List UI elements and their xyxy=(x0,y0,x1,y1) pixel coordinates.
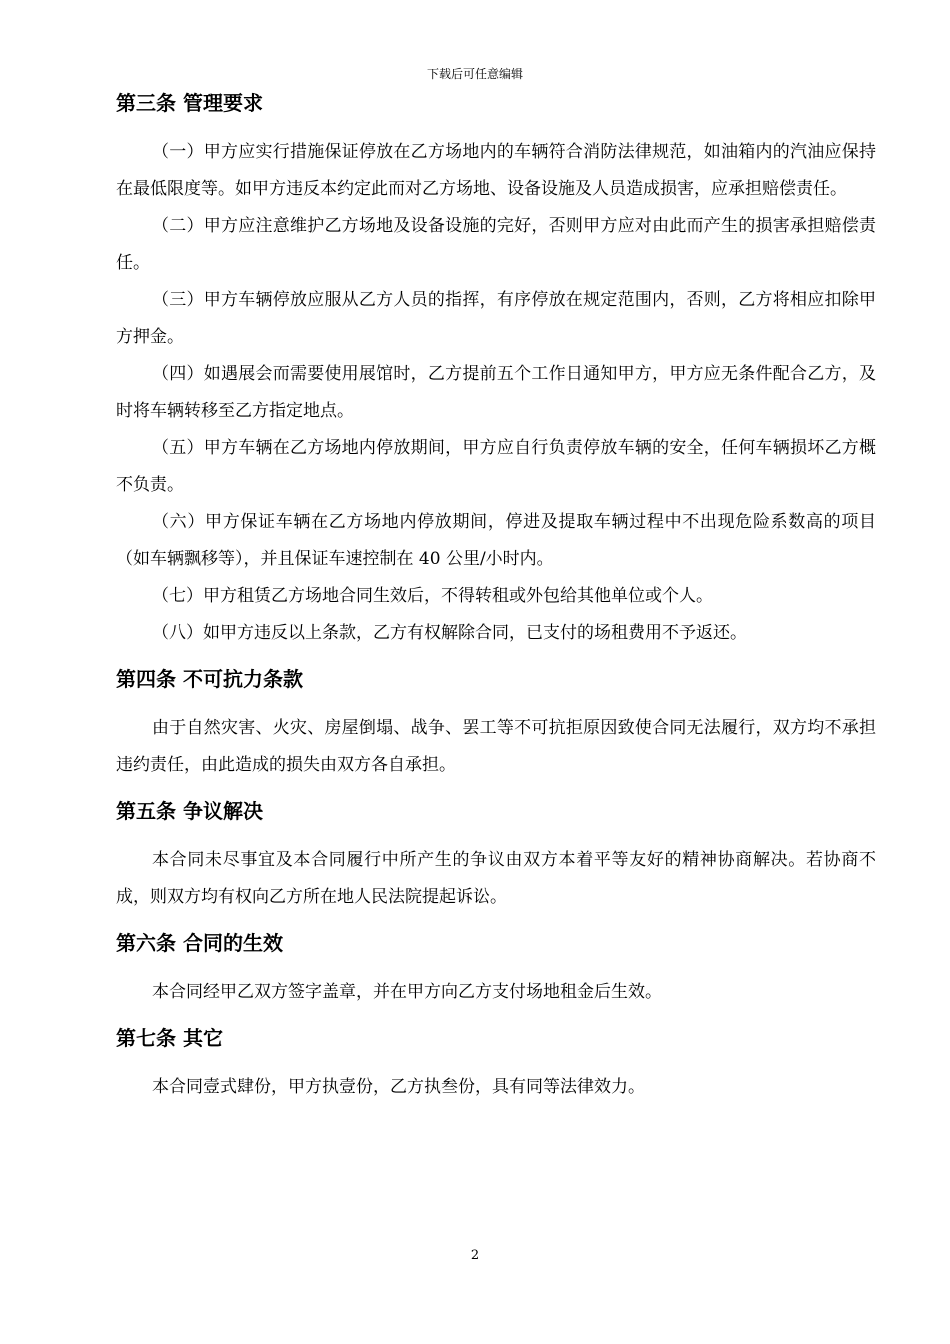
paragraph: 本合同壹式肆份，甲方执壹份，乙方执叁份，具有同等法律效力。 xyxy=(152,1077,645,1097)
paragraph: （一）甲方应实行措施保证停放在乙方场地内的车辆符合消防法律规范，如油箱内的汽油应保持在最低限度等。如甲方违反本约定此而对乙方场地、设备设施及人员造成损害，应承担赔偿责任。 xyxy=(116,142,876,199)
section-body xyxy=(116,1069,876,1106)
paragraph: 由于自然灾害、火灾、房屋倒塌、战争、罢工等不可抗拒原因致使合同无法履行，双方均不承担违约责任，由此造成的损失由双方各自承担。 xyxy=(116,718,876,775)
paragraph: （二）甲方应注意维护乙方场地及设备设施的完好，否则甲方应对由此而产生的损害承担赔偿责任。 xyxy=(116,216,876,273)
section-heading: 第五条 争议解决 xyxy=(116,799,263,823)
section-body xyxy=(116,974,876,1011)
paragraph: 本合同未尽事宜及本合同履行中所产生的争议由双方本着平等友好的精神协商解决。若协商不成，则双方均有权向乙方所在地人民法院提起诉讼。 xyxy=(116,850,876,907)
section-article-5 xyxy=(116,794,876,916)
paragraph: （八）如甲方违反以上条款，乙方有权解除合同，已支付的场租费用不予返还。 xyxy=(152,623,747,643)
page-number: 2 xyxy=(470,1248,480,1263)
section-body xyxy=(116,134,876,652)
paragraph: （三）甲方车辆停放应服从乙方人员的指挥，有序停放在规定范围内，否则，乙方将相应扣除甲方押金。 xyxy=(116,290,876,347)
section-article-3 xyxy=(116,86,876,652)
section-heading: 第四条 不可抗力条款 xyxy=(116,667,303,691)
section-heading: 第七条 其它 xyxy=(116,1026,223,1050)
section-body xyxy=(116,842,876,916)
section-heading: 第三条 管理要求 xyxy=(116,91,263,115)
paragraph: 本合同经甲乙双方签字盖章，并在甲方向乙方支付场地租金后生效。 xyxy=(152,982,662,1002)
section-heading: 第六条 合同的生效 xyxy=(116,931,283,955)
paragraph: （六）甲方保证车辆在乙方场地内停放期间，停进及提取车辆过程中不出现危险系数高的项目（如车辆飘移等），并且保证车速控制在 40 公里/小时内。 xyxy=(116,512,876,569)
section-article-6 xyxy=(116,926,876,1011)
paragraph: （七）甲方租赁乙方场地合同生效后，不得转租或外包给其他单位或个人。 xyxy=(152,586,713,606)
section-article-4 xyxy=(116,662,876,784)
page-header: 下载后可任意编辑 xyxy=(426,67,523,81)
section-body xyxy=(116,710,876,784)
paragraph: （五）甲方车辆在乙方场地内停放期间，甲方应自行负责停放车辆的安全，任何车辆损坏乙方概不负责。 xyxy=(116,438,876,495)
section-article-7 xyxy=(116,1021,876,1106)
paragraph: （四）如遇展会而需要使用展馆时，乙方提前五个工作日通知甲方，甲方应无条件配合乙方，及时将车辆转移至乙方指定地点。 xyxy=(116,364,876,421)
document-body xyxy=(116,86,876,1116)
